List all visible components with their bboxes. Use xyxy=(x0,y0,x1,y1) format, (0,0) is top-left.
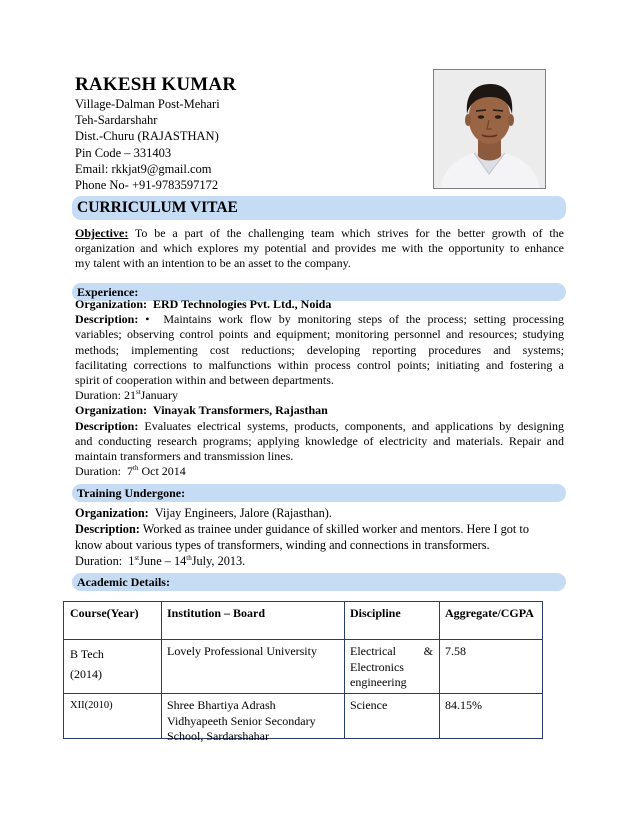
table-row-xii-discipline: Science xyxy=(350,698,388,712)
training-duration-label: Duration: xyxy=(75,554,123,568)
org2-desc-text-3: maintain transformers and transmission lines. xyxy=(75,449,294,464)
table-row-xii-course: XII(2010) xyxy=(70,700,113,711)
table-row-xii-aggregate: 84.15% xyxy=(445,698,482,712)
table-row-btech-aggregate: 7.58 xyxy=(445,644,466,658)
org1-desc-text-3: methods; implementing cost reductions; developing reporting procedures and systems; xyxy=(75,342,564,357)
objective-text-2: organization and which explores my potential and provides me with the opportunity to enhance xyxy=(75,241,564,256)
training-desc-text-1: Worked as trainee under guidance of skilled worker and mentors. Here I got to xyxy=(142,522,529,536)
training-start-sup: st xyxy=(134,553,140,562)
col-header-discipline: Discipline xyxy=(350,606,401,620)
training-start-rest: June – 14 xyxy=(139,554,187,568)
objective-text-1: To be a part of the challenging team which strives for the better growth of the xyxy=(134,226,564,240)
academic-table xyxy=(63,601,543,743)
discipline-line-1 xyxy=(350,644,433,660)
training-end-rest: July, 2013. xyxy=(191,554,246,568)
discipline-electrical: Electrical xyxy=(350,644,396,658)
training-section xyxy=(75,505,564,569)
org2-duration-label: Duration: xyxy=(75,464,121,479)
address-line-district: Dist.-Churu (RAJASTHAN) xyxy=(75,129,219,144)
org1-desc-text-5: spirit of cooperation within and between departments. xyxy=(75,373,334,388)
academic-heading: Academic Details: xyxy=(77,575,170,589)
experience-section xyxy=(75,297,564,479)
objective-text-3: my talent with an intention to be an asset to the company. xyxy=(75,256,351,271)
objective-line xyxy=(75,226,564,241)
profile-photo xyxy=(433,69,546,189)
bullet-icon: • xyxy=(145,312,150,327)
phone-line: Phone No- +91-9783597172 xyxy=(75,178,219,193)
org1-desc-text-1: Maintains work flow by monitoring steps of the process; setting processing xyxy=(163,312,564,327)
training-desc-label: Description: xyxy=(75,522,140,536)
org2-desc-line-1 xyxy=(75,419,564,434)
institution-line-2: Vidhyapeeth Senior Secondary xyxy=(167,713,316,728)
org1-duration-sup: st xyxy=(136,388,141,397)
org1-desc-line-1 xyxy=(75,312,564,327)
table-row-btech-course xyxy=(64,640,161,688)
org2-desc-text-2: and conducting research programs; applying knowledge of electricity and materials. Repair and xyxy=(75,433,564,448)
address-line-pincode: Pin Code – 331403 xyxy=(75,145,172,160)
course-year: (2014) xyxy=(70,667,102,681)
address-line-tehsil: Teh-Sardarshahr xyxy=(75,113,158,128)
training-org-label: Organization: xyxy=(75,506,149,520)
candidate-name: RAKESH KUMAR xyxy=(75,74,237,95)
experience-heading: Experience: xyxy=(77,285,139,299)
training-end-sup: th xyxy=(186,553,192,562)
org1-duration-day: 21 xyxy=(124,388,136,403)
email-line: Email: rkkjat9@gmail.com xyxy=(75,161,212,176)
org1-desc-text-4: facilitating corrections to malfunctions within process control points; initiating and fostering a xyxy=(75,357,564,372)
org1-duration-month: January xyxy=(140,388,178,403)
org2-desc-text-1: Evaluates electrical systems, products, components, and applications by designing xyxy=(144,418,565,433)
address-line-village: Village-Dalman Post-Mehari xyxy=(75,97,220,111)
org2-name: Vinayak Transformers, Rajasthan xyxy=(153,403,328,418)
discipline-ampersand: & xyxy=(423,644,433,658)
org1-label: Organization: xyxy=(75,297,147,311)
col-header-course: Course(Year) xyxy=(70,606,139,620)
objective-section xyxy=(75,226,564,272)
table-row-btech-institution: Lovely Professional University xyxy=(167,644,317,658)
org1-name: ERD Technologies Pvt. Ltd., Noida xyxy=(153,297,332,311)
org2-desc-label: Description: xyxy=(75,418,139,433)
discipline-electronics: Electronics xyxy=(350,659,404,674)
discipline-engineering: engineering xyxy=(350,675,407,689)
contact-block xyxy=(75,96,220,193)
col-header-institution: Institution – Board xyxy=(167,606,266,620)
training-desc-line-1 xyxy=(75,521,564,537)
org2-duration xyxy=(75,464,564,479)
org2-duration-date: Oct 2014 xyxy=(141,464,186,479)
training-start-day: 1 xyxy=(128,554,135,568)
table-row-xii-institution xyxy=(161,694,344,749)
course-name: B Tech xyxy=(70,647,104,661)
org1-duration xyxy=(75,388,564,403)
institution-line-1: Shree Bhartiya Adrash xyxy=(167,698,276,712)
org2-line xyxy=(75,403,564,418)
org1-desc-label: Description: xyxy=(75,312,139,327)
org2-duration-sup: th xyxy=(133,464,139,473)
objective-label: Objective: xyxy=(75,226,129,240)
table-row-btech-discipline xyxy=(344,640,439,695)
org1-desc-text-2: variables; observing control points and equipment; monitoring personnel and resources; studying xyxy=(75,327,564,342)
institution-line-3: School, Sardarshahar xyxy=(167,729,269,743)
org2-duration-day: 7 xyxy=(127,464,133,479)
portrait-image xyxy=(434,70,545,188)
training-org-value: Vijay Engineers, Jalore (Rajasthan). xyxy=(154,506,332,520)
cv-title: CURRICULUM VITAE xyxy=(77,199,238,216)
training-heading: Training Undergone: xyxy=(77,486,186,500)
training-desc-text-2: know about various types of transformers, winding and connections in transformers. xyxy=(75,538,490,552)
col-header-aggregate: Aggregate/CGPA xyxy=(445,606,534,620)
org1-duration-label: Duration: xyxy=(75,388,121,403)
training-duration xyxy=(75,553,564,569)
training-org-line xyxy=(75,505,564,521)
org2-label: Organization: xyxy=(75,403,147,418)
org1-line xyxy=(75,297,564,312)
